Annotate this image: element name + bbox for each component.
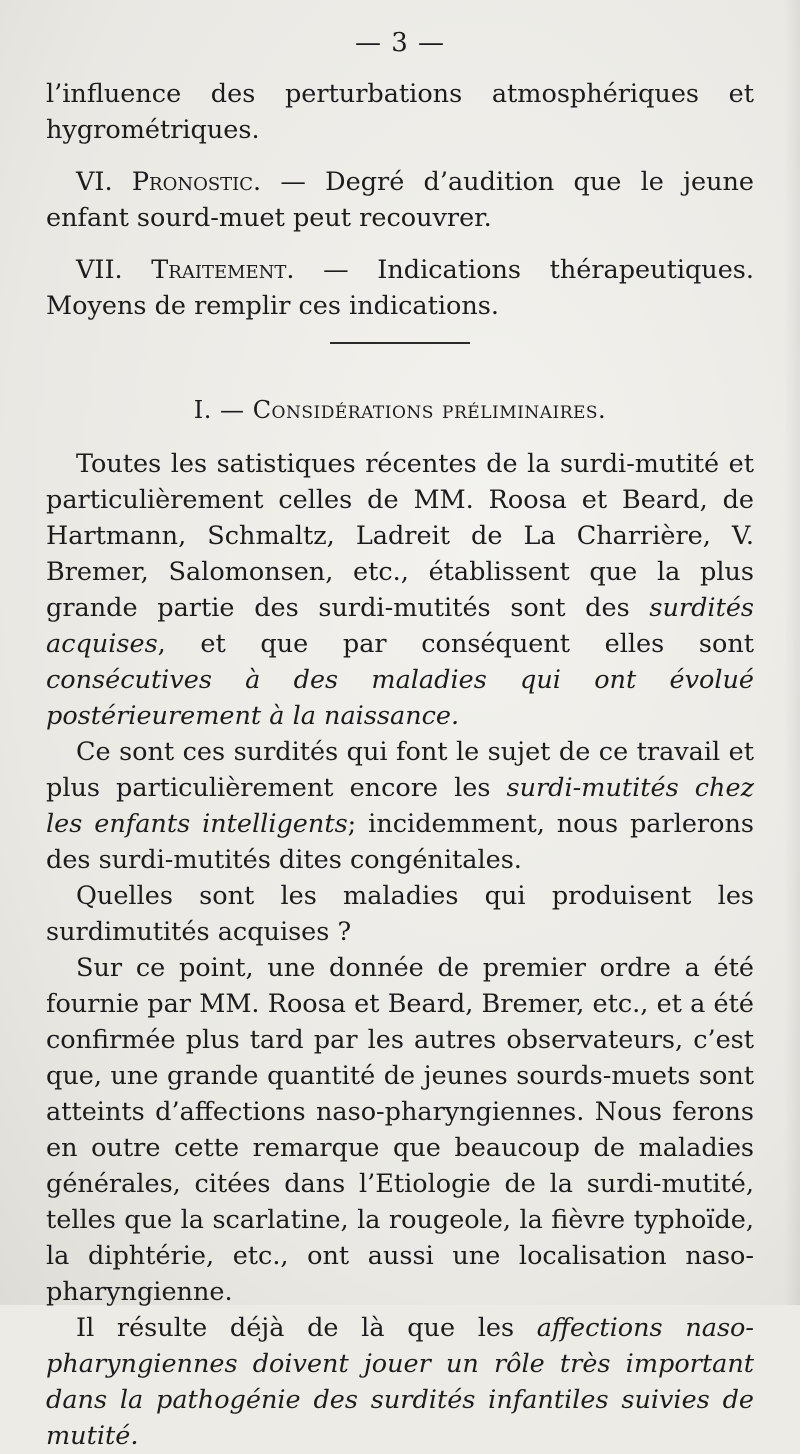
item-text: Degré d’audition que le jeune enfant sourd-muet peut recouvrer. — [46, 167, 755, 233]
paragraph-text: Toutes les satistiques récentes de la surdi-mutité et particulièrement celles de MM. Roosa et Beard, de Hartmann, Schmaltz, Ladreit de La Charrière, V. Bremer, Salomonsen, etc., établissent que la plus grande partie des surdi-mutités sont des — [46, 449, 754, 623]
paragraph-text: Il résulte déjà de là que les — [76, 1313, 537, 1343]
emphasis-text: affections naso-pharyngiennes doivent jouer un rôle très important dans la pathogénie des surdités infantiles suivies de mutité. — [46, 1313, 754, 1451]
section-divider — [330, 342, 470, 344]
page-number: — 3 — — [354, 28, 446, 58]
paragraph-5 — [46, 1310, 754, 1454]
item-number: VI. — [76, 167, 113, 197]
emphasis-text: surdi-mutités chez les enfants intelligents — [46, 773, 755, 839]
item-pronostic — [46, 164, 754, 236]
page-edge-shadow — [784, 0, 800, 1305]
emphasis-text: consécutives à des maladies qui ont évolué postérieurement à la naissance. — [46, 665, 754, 731]
paragraph-3: Quelles sont les maladies qui produisent les surdimutités acquises ? — [46, 881, 754, 947]
emphasis-text: surdités acquises — [46, 593, 754, 659]
paragraph-text: , et que par conséquent elles sont — [157, 629, 754, 659]
section-heading — [46, 396, 754, 424]
item-dash: — — [280, 167, 306, 197]
item-text: Indications thérapeutiques. Moyens de remplir ces indications. — [46, 255, 754, 321]
paragraph-text: Ce sont ces surdités qui font le sujet de ce travail et plus particulièrement encore les — [46, 737, 754, 803]
paragraph-4: Sur ce point, une donnée de premier ordre a été fournie par MM. Roosa et Beard, Bremer, etc., et a été confirmée plus tard par les autres observateurs, c’est que, une grande quantité de jeunes sourds-muets sont atteints d’affections naso-pharyngiennes. Nous ferons en outre cette remarque que beaucoup de maladies générales, citées dans l’Etiologie de la surdi-mutité, telles que la scarlatine, la rougeole, la fièvre typhoïde, la diphtérie, etc., ont aussi une localisation naso-pharyngienne. — [46, 953, 754, 1307]
paragraph-text: ; incidemment, nous parlerons des surdi-mutités dites congénitales. — [46, 809, 754, 875]
paragraph-2 — [46, 734, 754, 878]
item-title: Traitement. — [151, 255, 295, 285]
paragraph-1 — [46, 446, 754, 734]
item-title: Pronostic. — [131, 167, 262, 197]
section-title: Considérations préliminaires. — [252, 396, 607, 424]
section-number: I. — — [193, 396, 245, 424]
item-number: VII. — [76, 255, 123, 285]
item-traitement — [46, 252, 754, 324]
continuation-text: l’influence des perturbations atmosphériques et hygrométriques. — [46, 79, 754, 145]
item-dash: — — [323, 255, 349, 285]
